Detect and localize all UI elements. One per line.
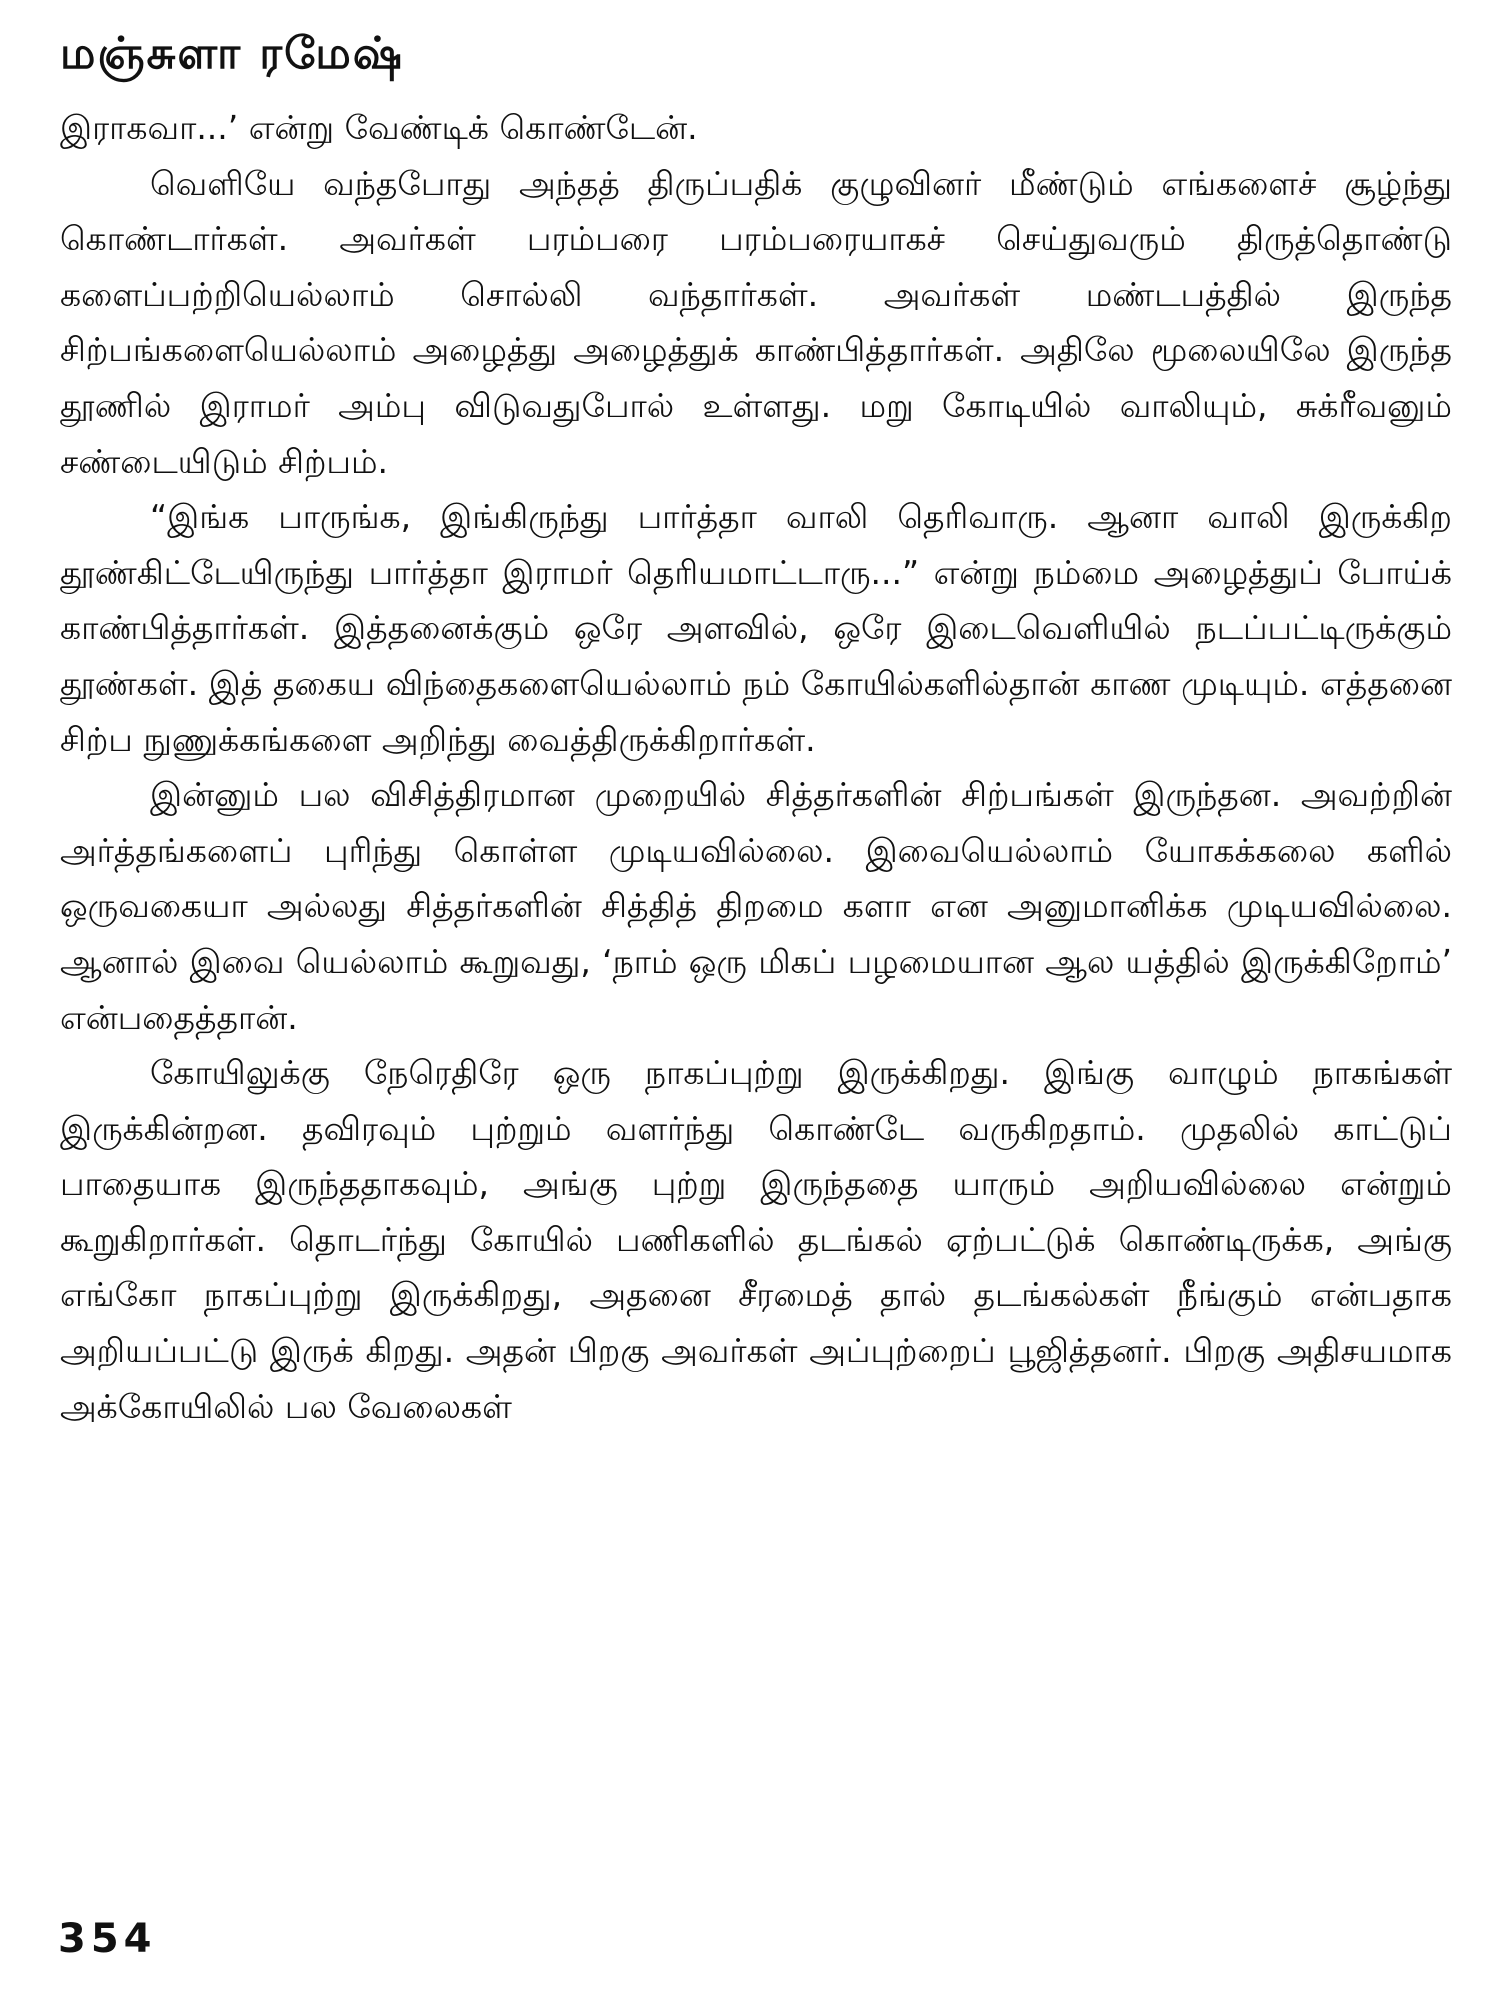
body-text <box>60 100 1452 1434</box>
paragraph: வெளியே வந்தபோது அந்தத் திருப்பதிக் குழுவினர் மீண்டும் எங்களைச் சூழ்ந்து கொண்டார்கள். அவர்கள் பரம்பரை பரம்பரையாகச் செய்துவரும் திருத்தொண்டு களைப்பற்றியெல்லாம் சொல்லி வந்தார்கள். அவர்கள் மண்டபத்தில் இருந்த சிற்பங்களையெல்லாம் அழைத்து அழைத்துக் காண்பித்தார்கள். அதிலே மூலையிலே இருந்த தூணில் இராமர் அம்பு விடுவதுபோல் உள்ளது. மறு கோடியில் வாலியும், சுக்ரீவனும் சண்டையிடும் சிற்பம். <box>60 163 1452 481</box>
running-head-author: மஞ்சுளா ரமேஷ் <box>60 28 405 79</box>
paragraph: கோயிலுக்கு நேரெதிரே ஒரு நாகப்புற்று இருக்கிறது. இங்கு வாழும் நாகங்கள் இருக்கின்றன. தவிரவும் புற்றும் வளர்ந்து கொண்டே வருகிறதாம். முதலில் காட்டுப் பாதையாக இருந்ததாகவும், அங்கு புற்று இருந்ததை யாரும் அறியவில்லை என்றும் கூறுகிறார்கள். தொடர்ந்து கோயில் பணிகளில் தடங்கல் ஏற்பட்டுக் கொண்டிருக்க, அங்கு எங்கோ நாகப்புற்று இருக்கிறது, அதனை சீரமைத் தால் தடங்கல்கள் நீங்கும் என்பதாக அறியப்பட்டு இருக் கிறது. அதன் பிறகு அவர்கள் அப்புற்றைப் பூஜித்தனர். பிறகு அதிசயமாக அக்கோயிலில் பல வேலைகள் <box>60 1053 1452 1426</box>
page-number: 354 <box>58 1916 157 1962</box>
paragraph: “இங்க பாருங்க, இங்கிருந்து பார்த்தா வாலி தெரிவாரு. ஆனா வாலி இருக்கிற தூண்கிட்டேயிருந்து பார்த்தா இராமர் தெரியமாட்டாரு...” என்று நம்மை அழைத்துப் போய்க் காண்பித்தார்கள். இத்தனைக்கும் ஒரே அளவில், ஒரே இடைவெளியில் நடப்பட்டிருக்கும் தூண்கள். இத் தகைய விந்தைகளையெல்லாம் நம் கோயில்களில்தான் காண முடியும். எத்தனை சிற்ப நுணுக்கங்களை அறிந்து வைத்திருக்கிறார்கள். <box>60 497 1452 759</box>
paragraph: இன்னும் பல விசித்திரமான முறையில் சித்தர்களின் சிற்பங்கள் இருந்தன. அவற்றின் அர்த்தங்களைப் புரிந்து கொள்ள முடியவில்லை. இவையெல்லாம் யோகக்கலை களில் ஒருவகையா அல்லது சித்தர்களின் சித்தித் திறமை களா என அனுமானிக்க முடியவில்லை. ஆனால் இவை யெல்லாம் கூறுவது, ‘நாம் ஒரு மிகப் பழமையான ஆல யத்தில் இருக்கிறோம்’ என்பதைத்தான். <box>60 775 1452 1037</box>
paragraph: இராகவா...’ என்று வேண்டிக் கொண்டேன். <box>60 108 698 147</box>
